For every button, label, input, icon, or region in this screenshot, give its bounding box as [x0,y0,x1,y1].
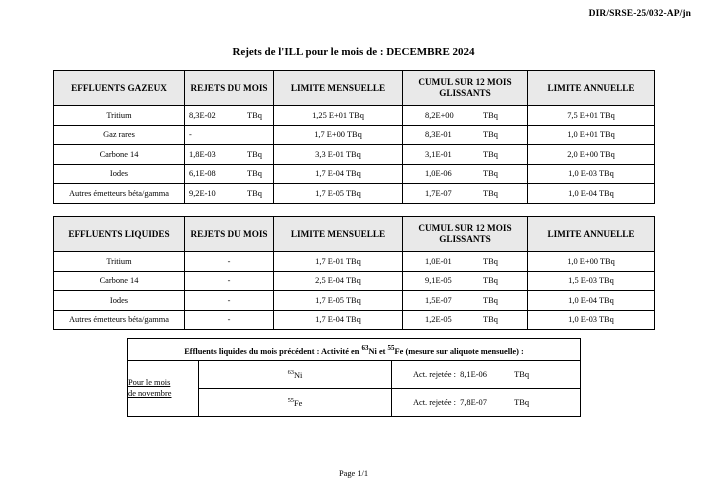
cell-cumul [403,125,528,145]
isotope-symbol: Ni [294,370,303,380]
row-label: Gaz rares [54,125,185,145]
cell-value: 1,5 E-03 TBq [568,276,614,286]
cell-value: 9,1E-05 [425,276,452,286]
footer-row [128,361,581,389]
cell-limite-annuelle [528,291,655,311]
cell-rejets-du-mois [185,145,274,165]
cell-value: 1,25 E+01 TBq [312,110,364,120]
cell-unit: TBq [483,149,498,159]
cell-rejets-du-mois [185,106,274,126]
isotope-1-symbol: Ni [368,346,377,356]
cell-rejets-du-mois [185,184,274,204]
column-header-cumul: CUMUL SUR 12 MOIS GLISSANTS [403,71,528,106]
table-row [54,252,655,272]
column-header-limite-mensuelle: LIMITE MENSUELLE [274,217,403,252]
cell-unit: TBq [247,169,262,179]
activity-value: 7,8E-07 [460,398,487,407]
cell-value: 2,5 E-04 TBq [315,276,361,286]
cell-limite-mensuelle [274,106,403,126]
cell-rejets-du-mois [185,291,274,311]
cell-value: - [227,315,231,325]
cell-cumul [403,145,528,165]
cell-cumul [403,184,528,204]
footer-isotope-cell [199,361,392,389]
footer-isotope-cell [199,389,392,417]
footer-header-prefix: Effluents liquides du mois précédent : Activité en [184,346,362,356]
cell-value: 9,2E-10 [189,188,216,198]
cell-cumul [403,252,528,272]
row-label: Iodes [54,291,185,311]
cell-unit: TBq [483,169,498,179]
cell-value: - [227,295,231,305]
table-header-row [54,217,655,252]
row-label: Autres émetteurs béta/gamma [54,310,185,330]
cell-value: 8,3E-02 [189,110,216,120]
page-number: Page 1/1 [338,469,369,478]
cell-unit: TBq [483,315,498,325]
table-row [54,164,655,184]
cell-limite-annuelle [528,164,655,184]
cell-limite-annuelle [528,106,655,126]
cell-value: 1,5E-07 [425,295,452,305]
row-label: Iodes [54,164,185,184]
column-header-rejets: REJETS DU MOIS [185,71,274,106]
cell-rejets-du-mois [185,125,274,145]
footer-header-suffix: (mesure sur aliquote mensuelle) : [403,346,524,356]
row-label: Autres émetteurs béta/gamma [54,184,185,204]
cell-value: 1,0 E-03 TBq [568,169,614,179]
cell-limite-annuelle [528,252,655,272]
cell-value: 1,7E-07 [425,188,452,198]
column-header-limite-annuelle: LIMITE ANNUELLE [528,71,655,106]
cell-limite-annuelle [528,310,655,330]
cell-value: 8,3E-01 [425,130,452,140]
cell-limite-mensuelle [274,271,403,291]
cell-unit: TBq [483,188,498,198]
cell-limite-mensuelle [274,291,403,311]
cell-value: 3,1E-01 [425,149,452,159]
isotope-symbol: Fe [294,398,303,408]
cell-unit: TBq [247,149,262,159]
cell-value: 7,5 E+01 TBq [567,110,615,120]
cell-value: 8,2E+00 [425,110,454,120]
footer-header-row [128,339,581,361]
cell-rejets-du-mois [185,164,274,184]
cell-unit: TBq [483,276,498,286]
isotope-2-mass: 55 [387,343,395,352]
cell-value: 1,8E-03 [189,149,216,159]
column-header-limite-mensuelle: LIMITE MENSUELLE [274,71,403,106]
cell-rejets-du-mois [185,271,274,291]
cell-value: 1,0 E+00 TBq [567,256,615,266]
cell-value: 1,0 E-03 TBq [568,315,614,325]
cell-limite-annuelle [528,125,655,145]
row-label: Tritium [54,106,185,126]
cell-value: 1,0 E-04 TBq [568,295,614,305]
footer-month-label [128,361,199,417]
cell-value: 1,2E-05 [425,315,452,325]
column-header-effluents: EFFLUENTS GAZEUX [54,71,185,106]
cell-limite-mensuelle [274,145,403,165]
cell-limite-mensuelle [274,310,403,330]
footer-activity-cell [392,389,581,417]
cell-cumul [403,310,528,330]
cell-value: 2,0 E+00 TBq [567,149,615,159]
table-row [54,310,655,330]
cell-unit: TBq [483,130,498,140]
footer-activity-cell [392,361,581,389]
cell-value: 1,0 E-04 TBq [568,188,614,198]
table-row [54,291,655,311]
cell-limite-annuelle [528,271,655,291]
cell-value: 1,7 E+00 TBq [314,130,362,140]
table-header-row [54,71,655,106]
footer-month-label-line2: de novembre [128,388,172,398]
cell-value: 1,7 E-05 TBq [315,188,361,198]
table-row [54,184,655,204]
cell-unit: TBq [247,188,262,198]
column-header-effluents: EFFLUENTS LIQUIDES [54,217,185,252]
isotope-1-mass: 63 [361,343,369,352]
table-row [54,106,655,126]
table-row [54,271,655,291]
row-label: Carbone 14 [54,145,185,165]
cell-limite-mensuelle [274,252,403,272]
cell-unit: TBq [483,295,498,305]
isotope-2-symbol: Fe [394,346,404,356]
cell-value: 1,0E-01 [425,256,452,266]
cell-limite-mensuelle [274,125,403,145]
column-header-limite-annuelle: LIMITE ANNUELLE [528,217,655,252]
cell-value: 6,1E-08 [189,169,216,179]
footer-header-mid: et [376,346,388,356]
cell-value: 3,3 E-01 TBq [315,149,361,159]
column-header-rejets: REJETS DU MOIS [185,217,274,252]
cell-value: - [227,276,231,286]
cell-limite-mensuelle [274,164,403,184]
table-effluents-liquides [53,216,655,330]
cell-unit: TBq [247,110,262,120]
cell-unit: TBq [483,110,498,120]
cell-cumul [403,271,528,291]
cell-limite-annuelle [528,184,655,204]
cell-rejets-du-mois [185,252,274,272]
cell-unit: TBq [483,256,498,266]
document-reference: DIR/SRSE-25/032-AP/jn [588,9,691,19]
activity-value: 8,1E-06 [460,370,487,379]
cell-cumul [403,291,528,311]
cell-limite-annuelle [528,145,655,165]
table-row [54,145,655,165]
activity-unit: TBq [514,398,530,407]
cell-value: 1,7 E-04 TBq [315,169,361,179]
cell-value: 1,7 E-01 TBq [315,256,361,266]
footer-header-text [128,339,581,361]
row-label: Tritium [54,252,185,272]
cell-cumul [403,164,528,184]
row-label: Carbone 14 [54,271,185,291]
cell-value: 1,0E-06 [425,169,452,179]
cell-value: - [189,130,192,140]
activity-label: Act. rejetée : [412,370,456,379]
page-title: Rejets de l'ILL pour le mois de : DECEMBRE 2024 [232,46,475,58]
cell-value: 1,0 E+01 TBq [567,130,615,140]
cell-value: - [227,256,231,266]
activity-label: Act. rejetée : [412,398,456,407]
cell-cumul [403,106,528,126]
table-effluents-gazeux [53,70,655,204]
activity-unit: TBq [514,370,530,379]
column-header-cumul: CUMUL SUR 12 MOIS GLISSANTS [403,217,528,252]
cell-limite-mensuelle [274,184,403,204]
cell-value: 1,7 E-04 TBq [315,315,361,325]
table-effluents-mois-precedent [127,338,581,417]
isotope-mass: 55 [287,397,294,405]
footer-month-label-line1: Pour le mois [128,378,171,387]
cell-rejets-du-mois [185,310,274,330]
table-row [54,125,655,145]
cell-value: 1,7 E-05 TBq [315,295,361,305]
isotope-mass: 63 [287,369,294,377]
